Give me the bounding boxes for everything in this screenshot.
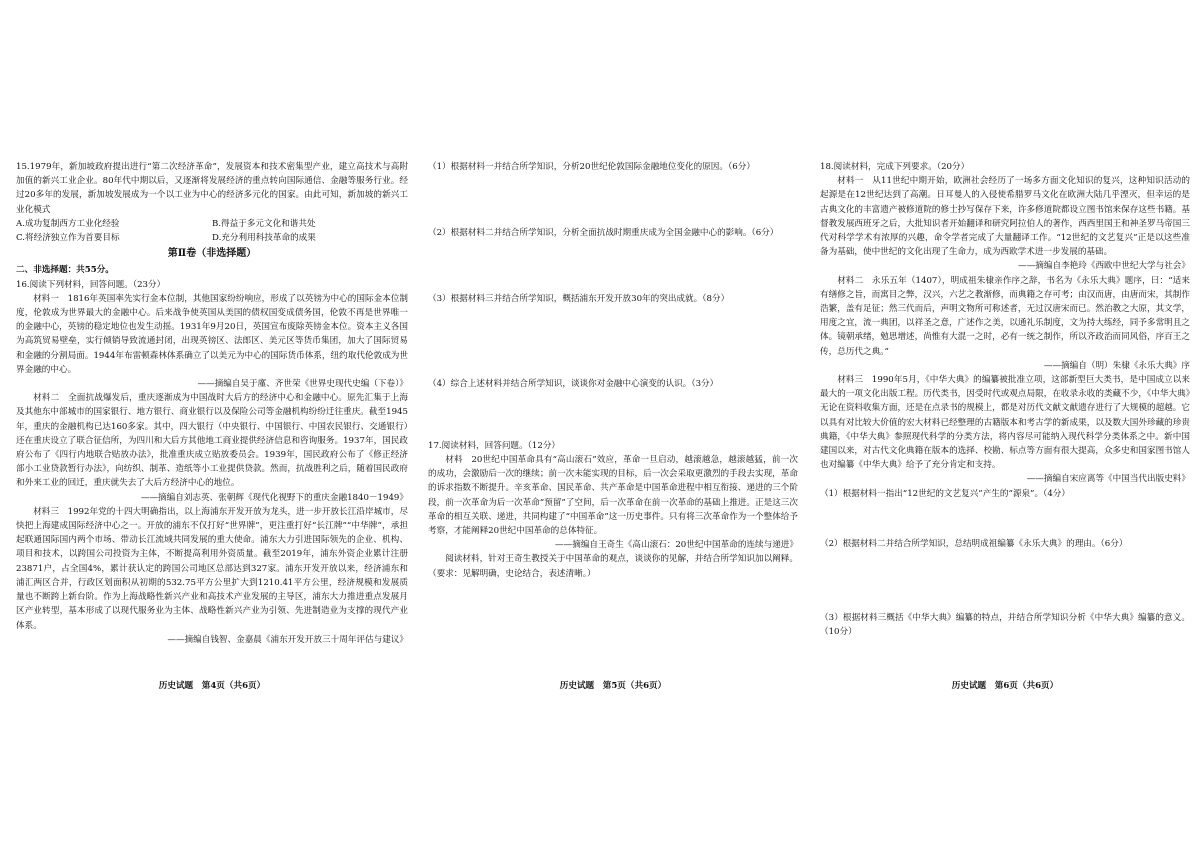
section-title: 第Ⅱ卷（非选择题） — [167, 248, 257, 260]
q18-material-1-source: ——摘编自李艳玲《西欧中世纪大学与社会》 — [1018, 261, 1190, 272]
q18-material-3-source: ——摘编自宋应离等《中国当代出版史料》 — [1026, 474, 1190, 485]
q15-stem: 15.1979年，新加坡政府提出进行“第二次经济革命”，发展资本和技术密集型产业，建立高技术与高附加值的新兴工业企业。80年代中期以后，又逐渐将发展经济的重点转向国际通信、金融等服务行业。经过20多年的发展，新加坡发展成为一个以工业为中心的经济多元化的国家。由此可知，新加坡的新兴工业化模式 — [16, 162, 408, 215]
page-5-footer: 历史试题 第5页（共6页） — [559, 681, 667, 691]
q15-option-b: B.得益于多元文化和谐共处 — [212, 218, 316, 229]
q16-sub-2: （2）根据材料二并结合所学知识，分析全面抗战时期重庆成为全国金融中心的影响。（6分） — [428, 228, 779, 239]
q18-sub-2: （2）根据材料二并结合所学知识，总结明成祖编纂《永乐大典》的理由。（6分） — [820, 538, 1128, 549]
page-4-footer: 历史试题 第4页（共6页） — [158, 681, 266, 691]
page-4-column — [16, 160, 408, 647]
q15-options-row-1 — [16, 217, 408, 231]
q15-option-c: C.将经济独立作为首要目标 — [16, 233, 120, 244]
part-2-heading: 二、非选择题：共55分。 — [16, 265, 114, 276]
q16-material-1: 材料一 1816年英国率先实行金本位制，其他国家纷纷响应，形成了以英镑为中心的国际金本位制度，伦敦成为世界最大的金融中心。后来战争使英国从美国的债权国变成债务国，伦敦不再是世界唯一的金融中心，英镑的稳定地位也发生动摇。1931年9月20日，英国宣布废除英镑金本位。资本主义各国为高筑贸易壁垒，实行倾销导致流通封闭，出现英镑区、法郎区、美元区等货币集团，加大了国际贸易和金融的分割局面。1944年布雷顿森林体系确立了以美元为中心的国际货币体系，纽约取代伦敦成为世界金融的中心。 — [16, 293, 408, 375]
q15-option-a: A.成功复制西方工业化经验 — [16, 218, 120, 229]
answer-space — [428, 391, 798, 439]
q17-material: 材料 20世纪中国革命具有“高山滚石”效应，革命一旦启动，越滚越急，越滚越猛，前一次的成功，会激励后一次的继续；前一次未能实现的目标，后一次会采取更激烈的手段去实现，革命的诉求指数不断提升。辛亥革命、国民革命、共产革命是中国革命进程中相互衔接、递进的三个阶段，前一次革命为后一次革命“预留”了空间，后一次革命在前一次革命的基础上推进。正是这三次革命的相互关联、递进，共同构建了“中国革命”这一历史事件。只有将三次革命作为一个整体给予考察，才能阐释20世纪中国革命的总体特征。 — [428, 455, 798, 537]
q16-sub-1: （1）根据材料一并结合所学知识，分析20世纪伦敦国际金融地位变化的原因。（6分） — [428, 162, 755, 172]
q18-material-3: 材料三 1990年5月，《中华大典》的编纂被批准立项，这部新型巨大类书，是中国成立以来最大的一项文化出版工程。历代类书，因受时代或观点局限，在收录永收的类藏不少，《中华大典》无论在资料收集方面，还是在点录书的规模上，都是对历代文献文献遗存进行了大规模的超越。它以具有对比较大价值的宏大材料已经整理的古籍版本和考古学的新成果，以及数大国外珍藏的珍贵典籍，《中华大典》参照现代科学的分类方法，将内容尽可能纳入现代科学分类体系之中。新中国建国以来，对古代文化典籍在版本的选择、校勘、标点等方面有很大提高，众多史和国家图书馆人也对编纂《中华大典》给予了充分肯定和支持。 — [820, 375, 1190, 471]
q16-material-2: 材料二 全面抗战爆发后，重庆逐渐成为中国战时大后方的经济中心和金融中心。原先汇集于上海及其他东中部城市的国家银行、地方银行、商业银行以及保险公司等金融机构纷纷迁往重庆。截至1945年，重庆的金融机构已达160多家。其中，四大银行（中央银行、中国银行、中国农民银行、交通银行）还在重庆设立了联合征信所，为四川和大后方其他地工商业提供经济信息和咨询服务。1937年，国民政府公布了《四行内地联合贴放办法》，批准重庆成立贴放委员会。1939年，国民政府公布了《修正经济部小工业贷款暂行办法》，向纺织、制革、造纸等小工业提供贷款。然而，抗战胜利之后，随着国民政府和外来工业的回迁，重庆就失去了大后方经济中心的地位。 — [16, 393, 408, 489]
q15-options-row-2 — [16, 231, 408, 245]
q18-material-2-source: ——摘编自（明）朱棣《永乐大典》序 — [1043, 360, 1190, 371]
q18-material-2: 材料二 永乐五年（1407），明成祖朱棣亲作序之辞，书名为《永乐大典》题序，曰：“适来有缮修之旨，而寓目之弊，汉兴，六艺之教渐修，而典籍之存可考；由汉而唐，由唐而宋，其制作浩繁，盖有足征；然三代而后，声明文物所可称述者，无过汉唐宋而已。然治教之大原，其文学，用度之宜，流一典团，以祥圣之意，广述作之美，以通礼乐制度，文为持大练经，同予多常明且之体。镜朝承绪，勉思增述，尚惟有大混一之时，必有一统之制作，所以齐政治而同风俗，序百王之传，总历代之典。” — [820, 275, 1190, 357]
q17-material-source: ——摘编自王奇生《高山滚石：20世纪中国革命的连续与递进》 — [555, 540, 798, 551]
q18-material-1: 材料一 从11世纪中期开始，欧洲社会经历了一场多方面文化知识的复兴，这种知识活动的起源是在12世纪达到了高潮。日耳曼人的入侵使希腊罗马文化在欧洲大陆几乎湮灭，但幸运的是古典文化的丰富遗产被修道院的修士抄写保存下来，许多修道院都设立图书馆来保存这些书籍。基督教发展西班牙之后，大批知识者开始翻译和研究阿拉伯人的著作，西西里国王和神圣罗马帝国三代对科学学术有浓厚的兴趣，命令学者完成了大量翻译工作。“12世纪的文艺复兴”正是以这些准备为基础，使中世纪的文化出现了生命力，成为西欧学术进一步发展的基础。 — [820, 176, 1190, 258]
q18-stem: 18.阅读材料，完成下列要求。（20分） — [820, 162, 970, 172]
q17-stem: 17.阅读材料，回答问题。（12分） — [428, 440, 561, 451]
answer-space — [428, 174, 798, 226]
page-6-column — [820, 160, 1190, 639]
q16-material-1-source: ——摘编自吴于廑、齐世荣《世界史现代史编（下卷）》 — [197, 379, 408, 390]
answer-space — [820, 501, 1190, 537]
q18-sub-1: （1）根据材料一指出“12世纪的文艺复兴”产生的“源泉”。（4分） — [820, 488, 1070, 499]
q16-material-3-source: ——摘编自钱智、金嘉晨《浦东开发开放三十周年评估与建议》 — [167, 634, 408, 645]
q16-material-3: 材料三 1992年党的十四大明确指出，以上海浦东开发开放为龙头，进一步开放长江沿岸城市，尽快把上海建成国际经济中心之一。开放的浦东不仅打好“世界牌”，更注重打好“长江牌”“中华牌”，承担起联通国际国内两个市场、带动长江流域共同发展的重大使命。浦东大力引进国际领先的企业、机构、项目和技术，以跨国公司投资为主体，不断提高利用外资质量。截至2019年，浦东外资企业累计注册23871户，占全国4%，累计获认定的跨国公司地区总部达到327家。浦东开发开放以来，经济浦东和浦汇两区合并，行政区划面积从初期的532.75平方公里扩大到1210.41平方公里，经济规模和发展质量也不断跨上新台阶。作为上海战略性新兴产业和高技术产业发展的主导区，浦东大力推进重点发展月区产业转型，基本形成了以现代服务业为主体、战略性新兴产业为引领、先进制造业为支撑的现代产业体系。 — [16, 506, 408, 631]
answer-space — [820, 551, 1190, 611]
q16-sub-3: （3）根据材料三并结合所学知识，概括浦东开发开放30年的突出成就。（8分） — [428, 294, 730, 305]
q16-sub-4: （4）综合上述材料并结合所学知识，谈谈你对金融中心演变的认识。（3分） — [428, 378, 719, 389]
answer-space — [428, 307, 798, 377]
q15-option-d: D.充分利用科技革命的成果 — [212, 233, 316, 244]
q16-material-2-source: ——摘编自刘志英、张朝辉《现代化视野下的重庆金融1840－1949》 — [140, 492, 408, 503]
q18-sub-3: （3）根据材料三概括《中华大典》编纂的特点，并结合所学知识分析《中华大典》编纂的意义。（10分） — [820, 613, 1190, 638]
q16-stem: 16.阅读下列材料，回答问题。（23分） — [16, 279, 166, 290]
q17-task: 阅读材料，针对王奇生教授关于中国革命的观点，谈谈你的见解，并结合所学知识加以阐释。（要求：见解明确，史论结合，表述清晰。） — [428, 554, 798, 579]
page-5-column — [428, 160, 798, 581]
page-6-footer: 历史试题 第6页（共6页） — [951, 681, 1059, 691]
answer-space — [428, 240, 798, 292]
